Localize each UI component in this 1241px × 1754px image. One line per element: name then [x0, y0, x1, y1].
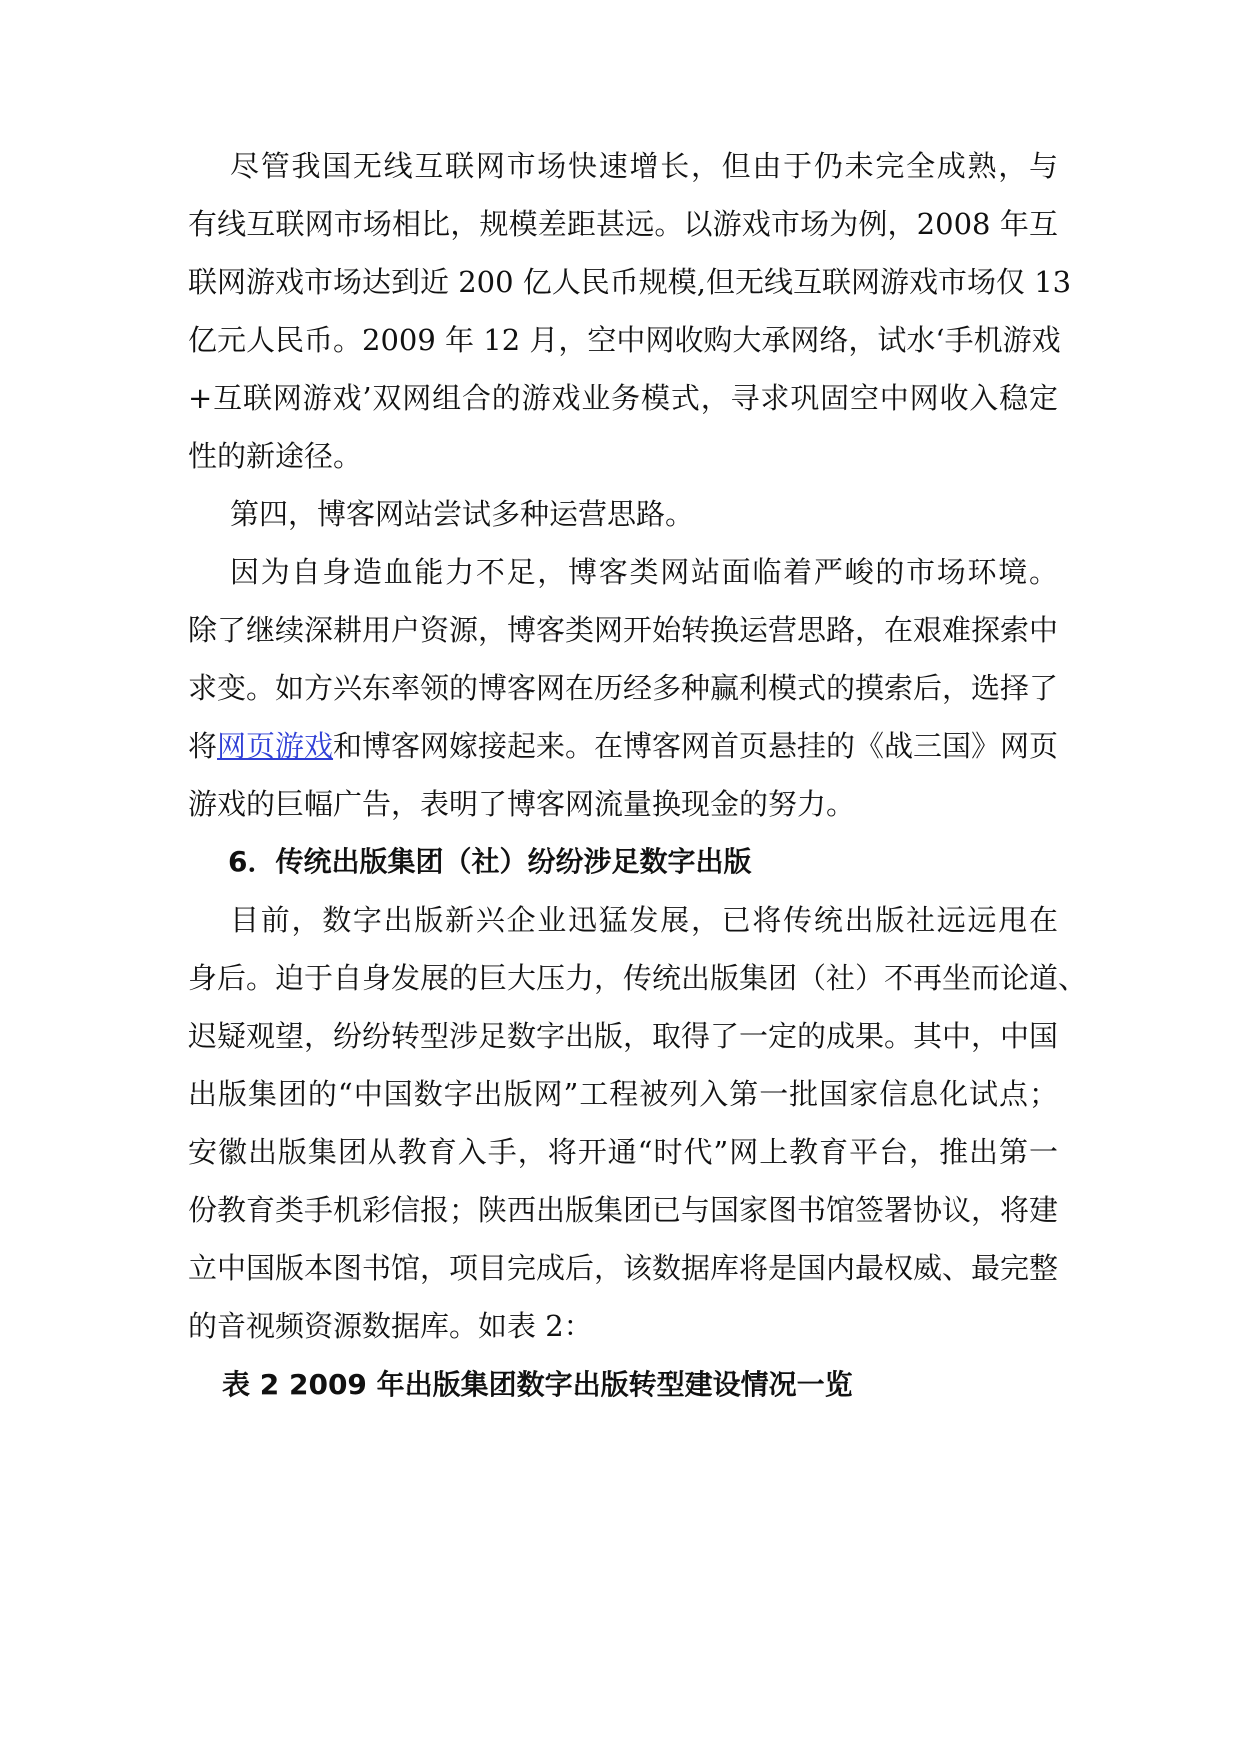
paragraph-line: 因为自身造血能力不足，博客类网站面临着严峻的市场环境。 — [230, 555, 1058, 589]
paragraph-line: 的音视频资源数据库。如表 2： — [188, 1309, 593, 1343]
paragraph-line: 安徽出版集团从教育入手，将开通“时代”网上教育平台，推出第一 — [188, 1135, 1058, 1169]
paragraph-line: 除了继续深耕用户资源，博客类网开始转换运营思路，在艰难探索中 — [188, 613, 1059, 647]
section-lead: 第四，博客网站尝试多种运营思路。 — [230, 497, 695, 531]
paragraph-line: 求变。如方兴东率领的博客网在历经多种赢利模式的摸索后，选择了 — [188, 671, 1059, 705]
paragraph-line: 份教育类手机彩信报；陕西出版集团已与国家图书馆签署协议，将建 — [188, 1193, 1059, 1227]
paragraph-line: +互联网游戏’双网组合的游戏业务模式，寻求巩固空中网收入稳定 — [188, 381, 1058, 415]
paragraph-line: 游戏的巨幅广告，表明了博客网流量换现金的努力。 — [188, 787, 856, 821]
paragraph-line: 目前，数字出版新兴企业迅猛发展，已将传统出版社远远甩在 — [230, 903, 1058, 937]
text-span: 和博客网嫁接起来。在博客网首页悬挂的《战三国》网页 — [333, 729, 1059, 763]
paragraph-line: 有线互联网市场相比，规模差距甚远。以游戏市场为例，2008 年互 — [188, 207, 1058, 241]
paragraph-line: 迟疑观望，纷纷转型涉足数字出版，取得了一定的成果。其中，中国 — [188, 1019, 1059, 1053]
table-caption: 表 2 2009 年出版集团数字出版转型建设情况一览 — [222, 1368, 853, 1401]
paragraph-line: 立中国版本图书馆，项目完成后，该数据库将是国内最权威、最完整 — [188, 1251, 1059, 1285]
paragraph-line: 出版集团的“中国数字出版网”工程被列入第一批国家信息化试点； — [188, 1077, 1058, 1111]
paragraph-line: 性的新途径。 — [188, 439, 363, 473]
paragraph-line: 亿元人民币。2009 年 12 月，空中网收购大承网络，试水‘手机游戏 — [188, 323, 1061, 357]
section-heading: 6．传统出版集团（社）纷纷涉足数字出版 — [228, 845, 752, 878]
paragraph-line — [188, 726, 1058, 766]
paragraph-line: 联网游戏市场达到近 200 亿人民币规模,但无线互联网游戏市场仅 13 — [188, 265, 1072, 299]
paragraph-line: 身后。迫于自身发展的巨大压力，传统出版集团（社）不再坐而论道、 — [188, 961, 1088, 995]
text-span: 将 — [188, 729, 218, 763]
web-game-link[interactable]: 网页游戏 — [217, 729, 334, 763]
paragraph-line: 尽管我国无线互联网市场快速增长，但由于仍未完全成熟，与 — [230, 149, 1058, 183]
